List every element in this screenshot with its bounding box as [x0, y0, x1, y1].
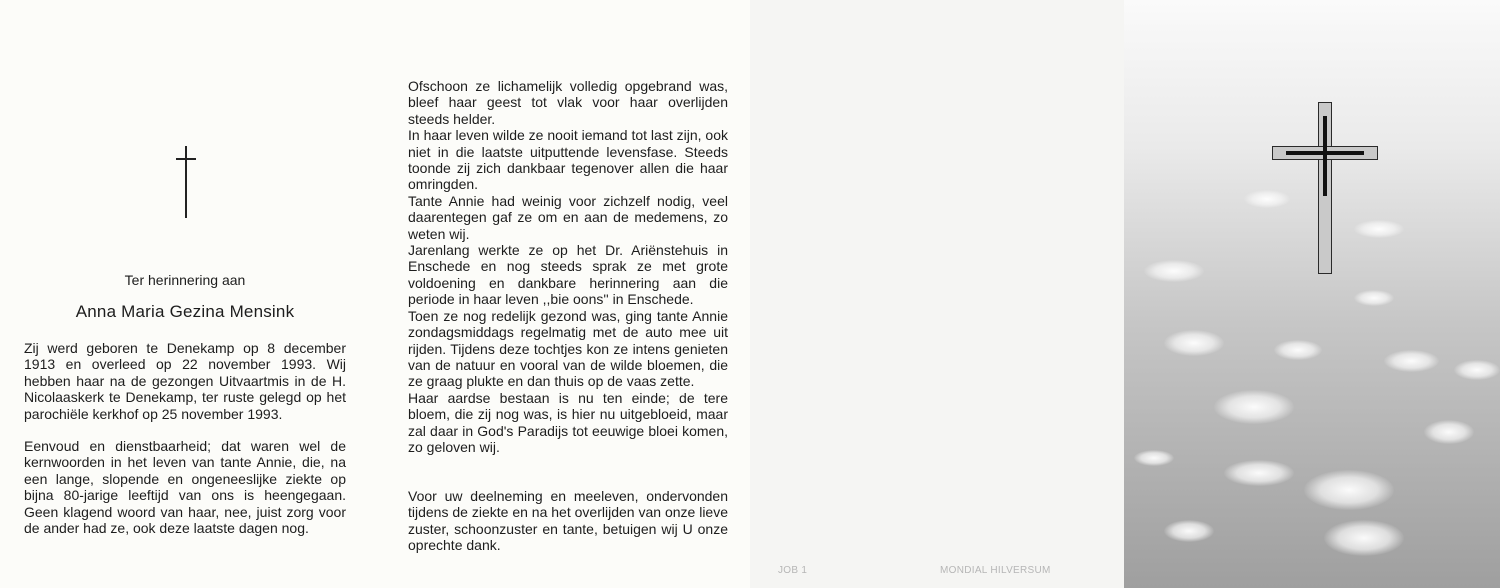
daisy-shape — [1144, 260, 1204, 282]
daisy-shape — [1454, 360, 1500, 380]
daisy-shape — [1424, 420, 1474, 444]
thanks-paragraph: Voor uw deelneming en meeleven, ondervonden tijdens de ziekte en na het overlijden van onze lieve zuster, schoonzuster en tante, betuigen wij U onze oprechte dank. — [408, 488, 728, 554]
daisy-shape — [1324, 520, 1404, 556]
intro-text: Ter herinnering aan — [124, 272, 246, 288]
daisy-shape — [1304, 470, 1394, 510]
daisy-shape — [1354, 290, 1394, 306]
left-panel — [0, 0, 376, 588]
daisy-shape — [1164, 520, 1214, 542]
remembrance-paragraph: Eenvoud en dienstbaarheid; dat waren wel de kernwoorden in het leven van tante Annie, die, na een lange, slopende en ongeneeslijke ziekte op bijna 80-jarige leeftijd van ons is heengegaan. Geen klagend woord van haar, nee, juist zorg voor de ander had ze, ook deze laatste dagen nog. — [24, 438, 346, 537]
daisy-shape — [1214, 390, 1294, 424]
printer-name-label: MONDIAL HILVERSUM — [940, 565, 1051, 576]
cross-icon — [176, 146, 196, 220]
blank-panel — [750, 0, 1124, 588]
daisy-shape — [1134, 450, 1174, 466]
biography-paragraph: Zij werd geboren te Denekamp op 8 december 1913 en overleed op 22 november 1993. Wij hebben haar na de gezongen Uitvaartmis in de H. Nicolaaskerk te Denekamp, ter ruste gelegd op het parochiële kerkhof op 25 november 1993. — [24, 340, 346, 422]
printer-job-label: JOB 1 — [778, 565, 808, 576]
daisy-shape — [1164, 330, 1224, 356]
deceased-name: Anna Maria Gezina Mensink — [75, 302, 295, 321]
daisy-shape — [1224, 460, 1294, 486]
memorial-text: Ofschoon ze lichamelijk volledig opgebrand was, bleef haar geest tot vlak voor haar overlijden steeds helder. In haar leven wilde ze nooit iemand tot last zijn, ook niet in die laatste uitputtende levensfase. Steeds toonde zij zich dankbaar tegenover allen die haar omringden. Tante Annie had weinig voor zichzelf nodig, veel daarentegen gaf ze om en aan de medemens, zo weten wij. Jarenlang werkte ze op het Dr. Ariënstehuis in Enschede en nog steeds sprak ze met grote voldoening en dankbare herinnering aan die periode in haar leven ,,bie oons'' in Enschede. Toen ze nog redelijk gezond was, ging tante Annie zondagsmiddags regelmatig met de auto mee uit rijden. Tijdens deze tochtjes kon ze intens genieten van de natuur en vooral van de wilde bloemen, die ze graag plukte en dan thuis op de vaas zette. Haar aardse bestaan is nu ten einde; de tere bloem, die zij nog was, is hier nu uitgebloeid, maar zal daar in God's Paradijs tot eeuwige bloei komen, zo geloven wij. — [408, 78, 728, 455]
photo-panel — [1124, 0, 1500, 588]
photo-cross-icon — [1272, 102, 1378, 274]
daisy-shape — [1384, 350, 1439, 372]
middle-panel — [376, 0, 750, 588]
daisy-shape — [1274, 340, 1322, 360]
